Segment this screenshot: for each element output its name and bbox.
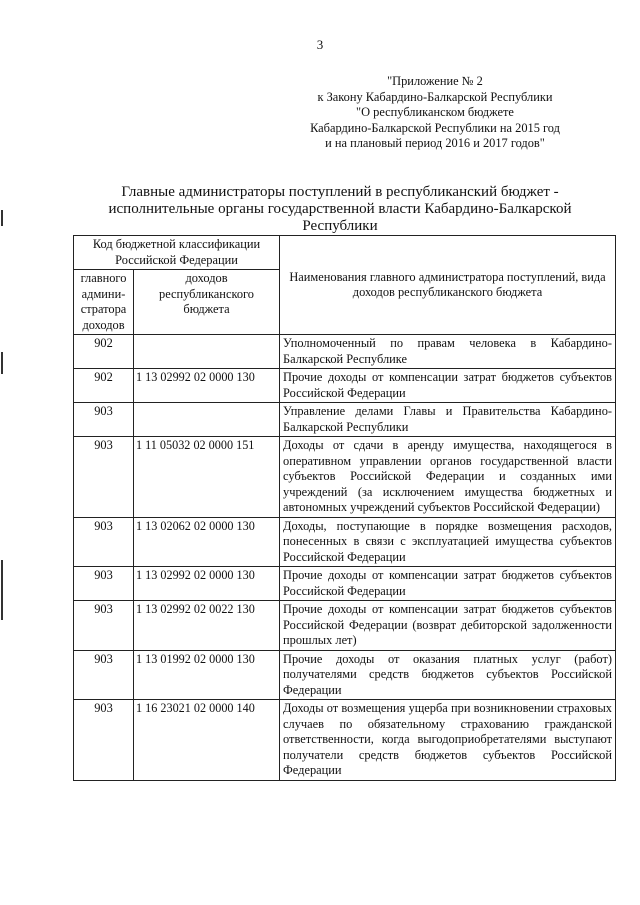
header-classification-code: Код бюджетной классификации Российской Федерации bbox=[74, 236, 280, 270]
description-cell: Управление делами Главы и Правительства Кабардино-Балкарской Республики bbox=[280, 403, 616, 437]
income-code-cell: 1 13 01992 02 0000 130 bbox=[134, 650, 280, 700]
description-cell: Уполномоченный по правам человека в Кабардино-Балкарской Республике bbox=[280, 335, 616, 369]
income-code-cell bbox=[134, 335, 280, 369]
income-code-cell: 1 13 02992 02 0000 130 bbox=[134, 369, 280, 403]
table-header-row bbox=[74, 236, 616, 270]
admin-code-cell: 903 bbox=[74, 700, 134, 781]
income-code-cell: 1 13 02992 02 0000 130 bbox=[134, 567, 280, 601]
admin-code-cell: 903 bbox=[74, 517, 134, 567]
header-income-column: доходов республиканского бюджета bbox=[134, 270, 280, 335]
table-row bbox=[74, 437, 616, 518]
admin-code-cell: 903 bbox=[74, 601, 134, 651]
description-cell: Прочие доходы от оказания платных услуг (работ) получателями средств бюджетов субъектов Российской Федерации bbox=[280, 650, 616, 700]
admin-code-cell: 903 bbox=[74, 567, 134, 601]
admin-code-cell: 903 bbox=[74, 437, 134, 518]
income-code-cell: 1 11 05032 02 0000 151 bbox=[134, 437, 280, 518]
revenue-administrators-table bbox=[73, 235, 616, 781]
page-number: 3 bbox=[316, 37, 324, 52]
description-cell: Доходы, поступающие в порядке возмещения расходов, понесенных в связи с эксплуатацией имущества субъектов Российской Федерации bbox=[280, 517, 616, 567]
description-cell: Доходы от сдачи в аренду имущества, находящегося в оперативном управлении органов государственной власти субъектов Российской Федерации и созданных ими учреждений (за исключением имущества бюджетных и автономных учреждений субъектов Российской Федерации) bbox=[280, 437, 616, 518]
income-code-cell: 1 16 23021 02 0000 140 bbox=[134, 700, 280, 781]
title-line: Республики bbox=[302, 218, 378, 234]
appendix-heading bbox=[300, 74, 570, 152]
appendix-line: к Закону Кабардино-Балкарской Республики bbox=[317, 89, 553, 104]
income-code-cell bbox=[134, 403, 280, 437]
scan-edge-mark bbox=[1, 352, 3, 374]
appendix-line: и на плановый период 2016 и 2017 годов" bbox=[325, 136, 545, 150]
scan-edge-mark bbox=[1, 560, 3, 620]
table-row bbox=[74, 335, 616, 369]
description-cell: Прочие доходы от компенсации затрат бюджетов субъектов Российской Федерации bbox=[280, 369, 616, 403]
appendix-line: Кабардино-Балкарской Республики на 2015 год bbox=[310, 120, 560, 135]
appendix-line: "О республиканском бюджете bbox=[356, 105, 514, 119]
table-row bbox=[74, 700, 616, 781]
header-name-column: Наименования главного администратора поступлений, вида доходов республиканского бюджета bbox=[280, 236, 616, 335]
admin-code-cell: 903 bbox=[74, 403, 134, 437]
title-line: исполнительные органы государственной власти Кабардино-Балкарской bbox=[108, 201, 572, 217]
description-cell: Прочие доходы от компенсации затрат бюджетов субъектов Российской Федерации bbox=[280, 567, 616, 601]
table-row bbox=[74, 567, 616, 601]
income-code-cell: 1 13 02062 02 0000 130 bbox=[134, 517, 280, 567]
admin-code-cell: 902 bbox=[74, 335, 134, 369]
admin-code-cell: 903 bbox=[74, 650, 134, 700]
description-cell: Доходы от возмещения ущерба при возникновении страховых случаев по обязательному страхованию гражданской ответственности, когда выгодоприобретателями выступают получатели средств бюджетов субъектов Российской Федерации bbox=[280, 700, 616, 781]
table-row bbox=[74, 517, 616, 567]
header-admin-column: главного админи-стратора доходов bbox=[74, 270, 134, 335]
table-row bbox=[74, 369, 616, 403]
description-cell: Прочие доходы от компенсации затрат бюджетов субъектов Российской Федерации (возврат дебиторской задолженности прошлых лет) bbox=[280, 601, 616, 651]
appendix-line: "Приложение № 2 bbox=[387, 74, 483, 88]
scan-edge-mark bbox=[1, 210, 3, 226]
table-row bbox=[74, 403, 616, 437]
title-line: Главные администраторы поступлений в республиканский бюджет - bbox=[121, 184, 559, 200]
document-title bbox=[95, 184, 585, 235]
table-row bbox=[74, 601, 616, 651]
admin-code-cell: 902 bbox=[74, 369, 134, 403]
income-code-cell: 1 13 02992 02 0022 130 bbox=[134, 601, 280, 651]
table-row bbox=[74, 650, 616, 700]
